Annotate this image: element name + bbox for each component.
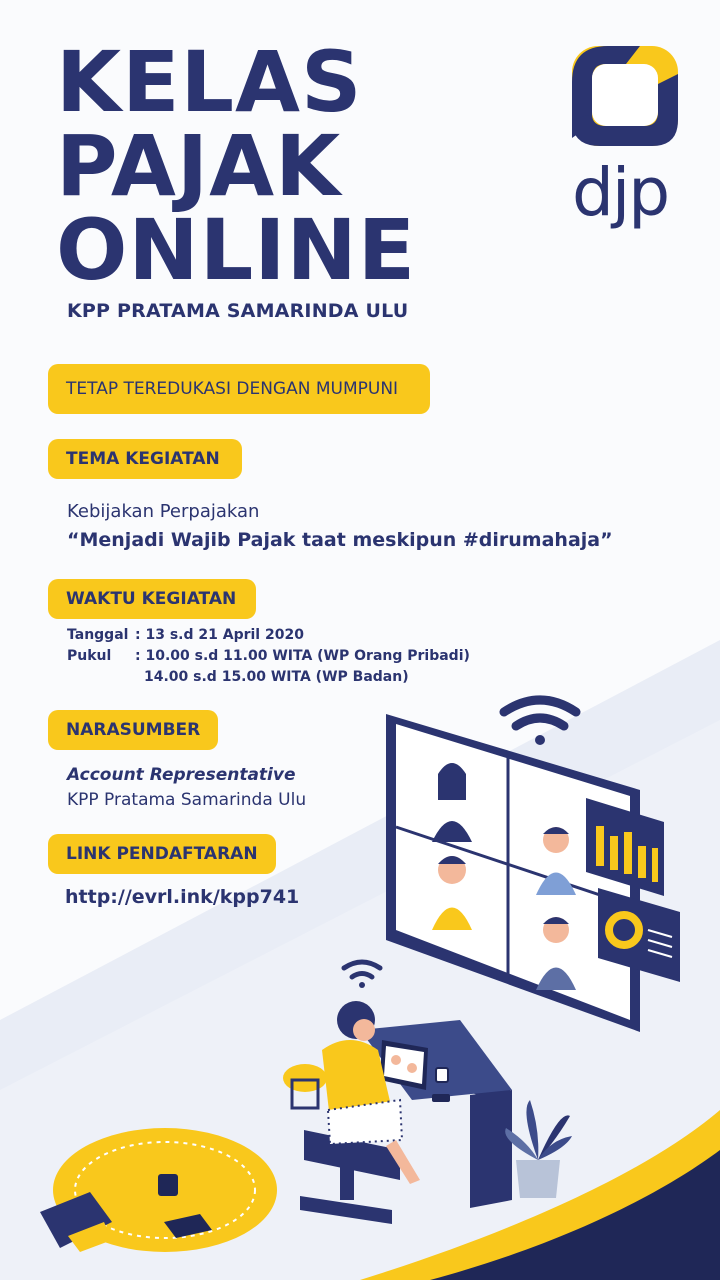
narasumber-line-2: KPP Pratama Samarinda Ulu <box>67 790 307 810</box>
tema-line-1: Kebijakan Perpajakan <box>67 501 260 522</box>
title-line-2: PAJAK <box>56 117 342 215</box>
narasumber-text <box>67 763 306 813</box>
cup <box>158 1174 178 1196</box>
tema-line-2: “Menjadi Wajib Pajak taat meskipun #dirumahaja” <box>67 529 613 551</box>
mug <box>436 1068 448 1082</box>
registration-link[interactable]: http://evrl.ink/kpp741 <box>65 886 300 908</box>
tanggal-value: : 13 s.d 21 April 2020 <box>135 627 304 643</box>
pukul-value-1: : 10.00 s.d 11.00 WITA (WP Orang Pribadi) <box>135 648 470 664</box>
djp-logo-text: djp <box>572 154 669 231</box>
title-line-1: KELAS <box>56 33 363 131</box>
pukul-key: Pukul <box>67 648 112 664</box>
tema-kegiatan-label: TEMA KEGIATAN <box>48 439 242 479</box>
pukul-value-2: 14.00 s.d 15.00 WITA (WP Badan) <box>144 669 409 685</box>
page-title <box>56 33 417 299</box>
narasumber-line-1: Account Representative <box>67 765 296 785</box>
title-line-3: ONLINE <box>56 201 417 299</box>
tagline-badge: TETAP TEREDUKASI DENGAN MUMPUNI <box>48 364 430 414</box>
subtitle: KPP PRATAMA SAMARINDA ULU <box>67 300 409 322</box>
tema-text <box>67 498 613 554</box>
waktu-kegiatan-label: WAKTU KEGIATAN <box>48 579 256 619</box>
link-pendaftaran-label: LINK PENDAFTARAN <box>48 834 276 874</box>
djp-logo-icon <box>570 44 680 154</box>
phone <box>432 1094 450 1102</box>
tanggal-key: Tanggal <box>67 627 129 643</box>
schedule <box>67 625 470 688</box>
narasumber-label: NARASUMBER <box>48 710 218 750</box>
